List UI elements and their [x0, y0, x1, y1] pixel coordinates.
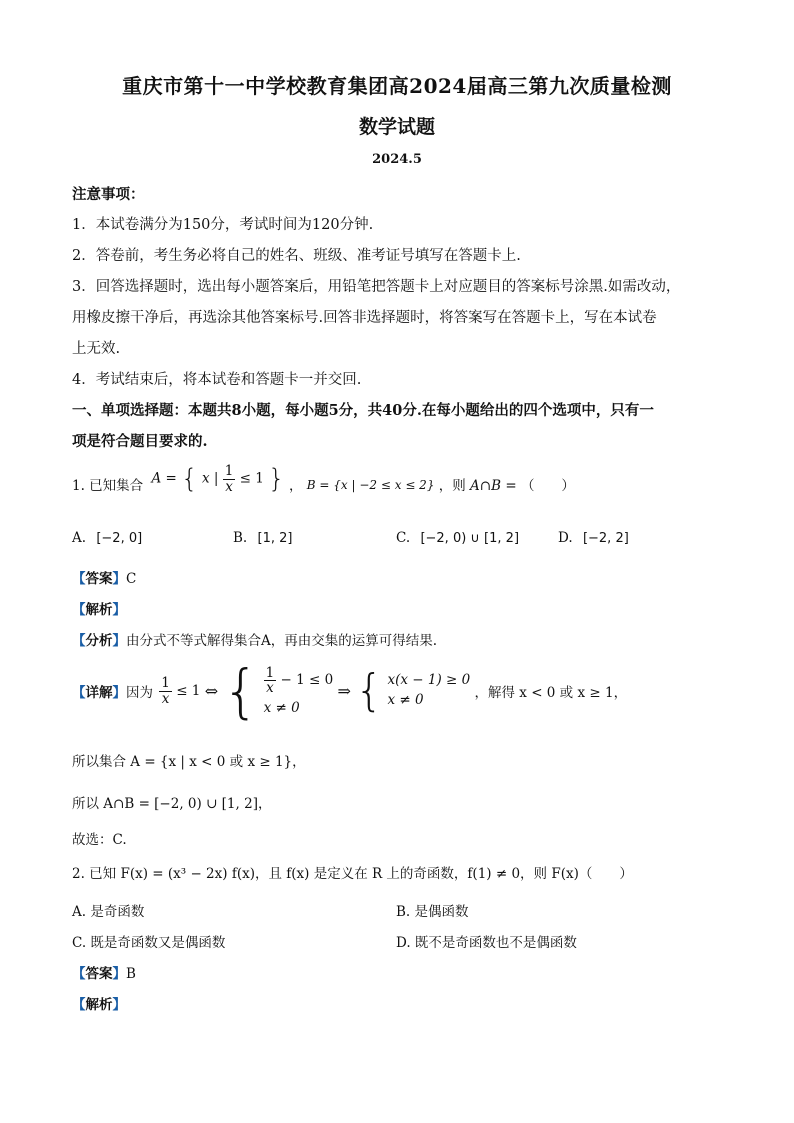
option-b: [233, 530, 292, 546]
inequality-numerator: 1: [161, 675, 170, 692]
fraction-denominator: x: [225, 478, 233, 495]
option-b-label: B.: [233, 530, 248, 546]
q1-fenxi-line: 【分析】由分式不等式解得集合A，再由交集的运算可得结果.: [72, 633, 438, 649]
option-d-label: D.: [558, 530, 573, 546]
note-item-3-line-2: 用橡皮擦干净后，再选涂其他答案标号.回答非选择题时，将答案写在答题卡上，写在本试卷: [72, 310, 657, 326]
q2-option-a: A. 是奇函数: [72, 904, 145, 920]
system-one-fraction: [264, 666, 277, 695]
exam-subtitle: 数学试题: [358, 116, 435, 138]
system-two: { x(x − 1) ≥ 0 x ≠ 0: [355, 665, 471, 716]
system-one-row-2: x ≠ 0: [263, 699, 300, 716]
analysis-tag: 解析: [85, 602, 113, 618]
system-one-row-1: − 1 ≤ 0: [280, 672, 334, 689]
option-a-value: [−2, 0]: [96, 531, 143, 546]
section-heading-line-1: 一、单项选择题：本题共8小题，每小题5分，共40分.在每小题给出的四个选项中，只有一: [72, 402, 654, 419]
option-a-label: A.: [72, 530, 87, 546]
xiangjie-conclusion: ，解得 x < 0 或 x ≥ 1，: [474, 685, 628, 701]
option-b-value: [1, 2]: [257, 531, 293, 546]
note-item-2: 2．答卷前，考生务必将自己的姓名、班级、准考证号填写在答题卡上.: [72, 248, 521, 264]
fenxi-tag: 分析: [85, 633, 113, 649]
set-a-variable: x: [201, 470, 210, 487]
set-b-expression: B = {x | −2 ≤ x ≤ 2}: [306, 478, 435, 492]
option-a: [72, 530, 142, 546]
q1-answer-value: C: [126, 571, 137, 587]
q2-answer-tag: 答案: [85, 966, 113, 982]
notes-heading: 注意事项：: [72, 186, 145, 203]
option-c-label: C.: [396, 530, 411, 546]
system-one-denominator: x: [266, 680, 274, 697]
q2-answer-value: B: [126, 966, 136, 982]
exam-title: 重庆市第十一中学校教育集团高2024届高三第九次质量检测: [122, 74, 672, 98]
section-heading-line-2: 项是符合题目要求的.: [72, 433, 208, 450]
answer-tag: 答案: [85, 571, 113, 587]
inequality-relation: ≤ 1: [176, 683, 201, 699]
q1-xiangjie-line: [72, 657, 628, 728]
intersection-expression: A∩B: [470, 478, 502, 494]
fenxi-text: 由分式不等式解得集合A，再由交集的运算可得结果.: [126, 633, 438, 649]
note-item-4: 4．考试结束后，将本试卷和答题卡一并交回.: [72, 372, 362, 388]
option-c: [396, 530, 519, 546]
q2-analysis-tag: 解析: [85, 997, 113, 1013]
set-a-expression: A = { x | $\frac{1}{x}$ ≤ 1 }: [151, 463, 285, 495]
option-c-value: [−2, 0) ∪ [1, 2]: [420, 531, 520, 546]
q1-set-a-result: 所以集合 A = {x | x < 0 或 x ≥ 1}，: [72, 754, 306, 770]
option-d: [558, 530, 629, 546]
q1-analysis-heading: 【解析】: [72, 602, 126, 618]
q2-option-b: B. 是偶函数: [396, 904, 469, 920]
question-2-stem: 2. 已知 F(x) = (x³ − 2x) f(x)，且 f(x) 是定义在 R 上的奇函数，f(1) ≠ 0，则 F(x)（ ）: [72, 866, 633, 882]
implies-symbol: ⇒: [337, 681, 351, 701]
inequality-denominator: x: [161, 690, 170, 707]
equals-sign: =: [505, 478, 517, 494]
comma: ，: [288, 478, 303, 494]
then-word: ，则: [438, 478, 466, 494]
set-a-fraction: [223, 464, 236, 493]
inequality-fraction: [159, 676, 172, 705]
question-1-stem: [72, 463, 575, 496]
system-two-row-1: x(x − 1) ≥ 0: [387, 672, 471, 689]
q1-choice-line: 故选：C.: [72, 832, 127, 848]
answer-parentheses: （ ）: [520, 478, 575, 494]
system-one-numerator: 1: [265, 665, 275, 682]
option-d-value: [−2, 2]: [582, 531, 629, 546]
q1-intersection-result: 所以 A∩B = [−2, 0) ∪ [1, 2]，: [72, 796, 272, 812]
q1-answer-line: 【答案】C: [72, 571, 137, 587]
q2-answer-line: 【答案】B: [72, 966, 136, 982]
set-a-relation: ≤ 1: [239, 470, 264, 487]
note-item-3-line-1: 3．回答选择题时，选出每小题答案后，用铅笔把答题卡上对应题目的答案标号涂黑.如需改动，: [72, 279, 681, 295]
question-1-prefix: 1. 已知集合: [72, 478, 144, 494]
fraction-numerator: 1: [224, 463, 234, 480]
system-two-row-2: x ≠ 0: [387, 692, 424, 708]
q2-option-d: D. 既不是奇函数也不是偶函数: [396, 935, 577, 951]
iff-symbol: ⇔: [204, 681, 219, 701]
exam-date: 2024.5: [372, 152, 422, 167]
xiangjie-tag: 详解: [85, 685, 113, 701]
note-item-1: 1．本试卷满分为150分，考试时间为120分钟.: [72, 217, 374, 233]
note-item-3-line-3: 上无效.: [72, 341, 121, 357]
xiangjie-heading: 【详解】因为: [72, 685, 153, 701]
q2-option-c: C. 既是奇函数又是偶函数: [72, 935, 226, 951]
set-a-symbol: A: [151, 470, 162, 487]
q2-analysis-heading: 【解析】: [72, 997, 126, 1013]
system-one: { $\frac{1}{x}$ − 1 ≤ 0 x ≠ 0: [222, 657, 334, 725]
xiangjie-prefix: 因为: [126, 685, 153, 701]
